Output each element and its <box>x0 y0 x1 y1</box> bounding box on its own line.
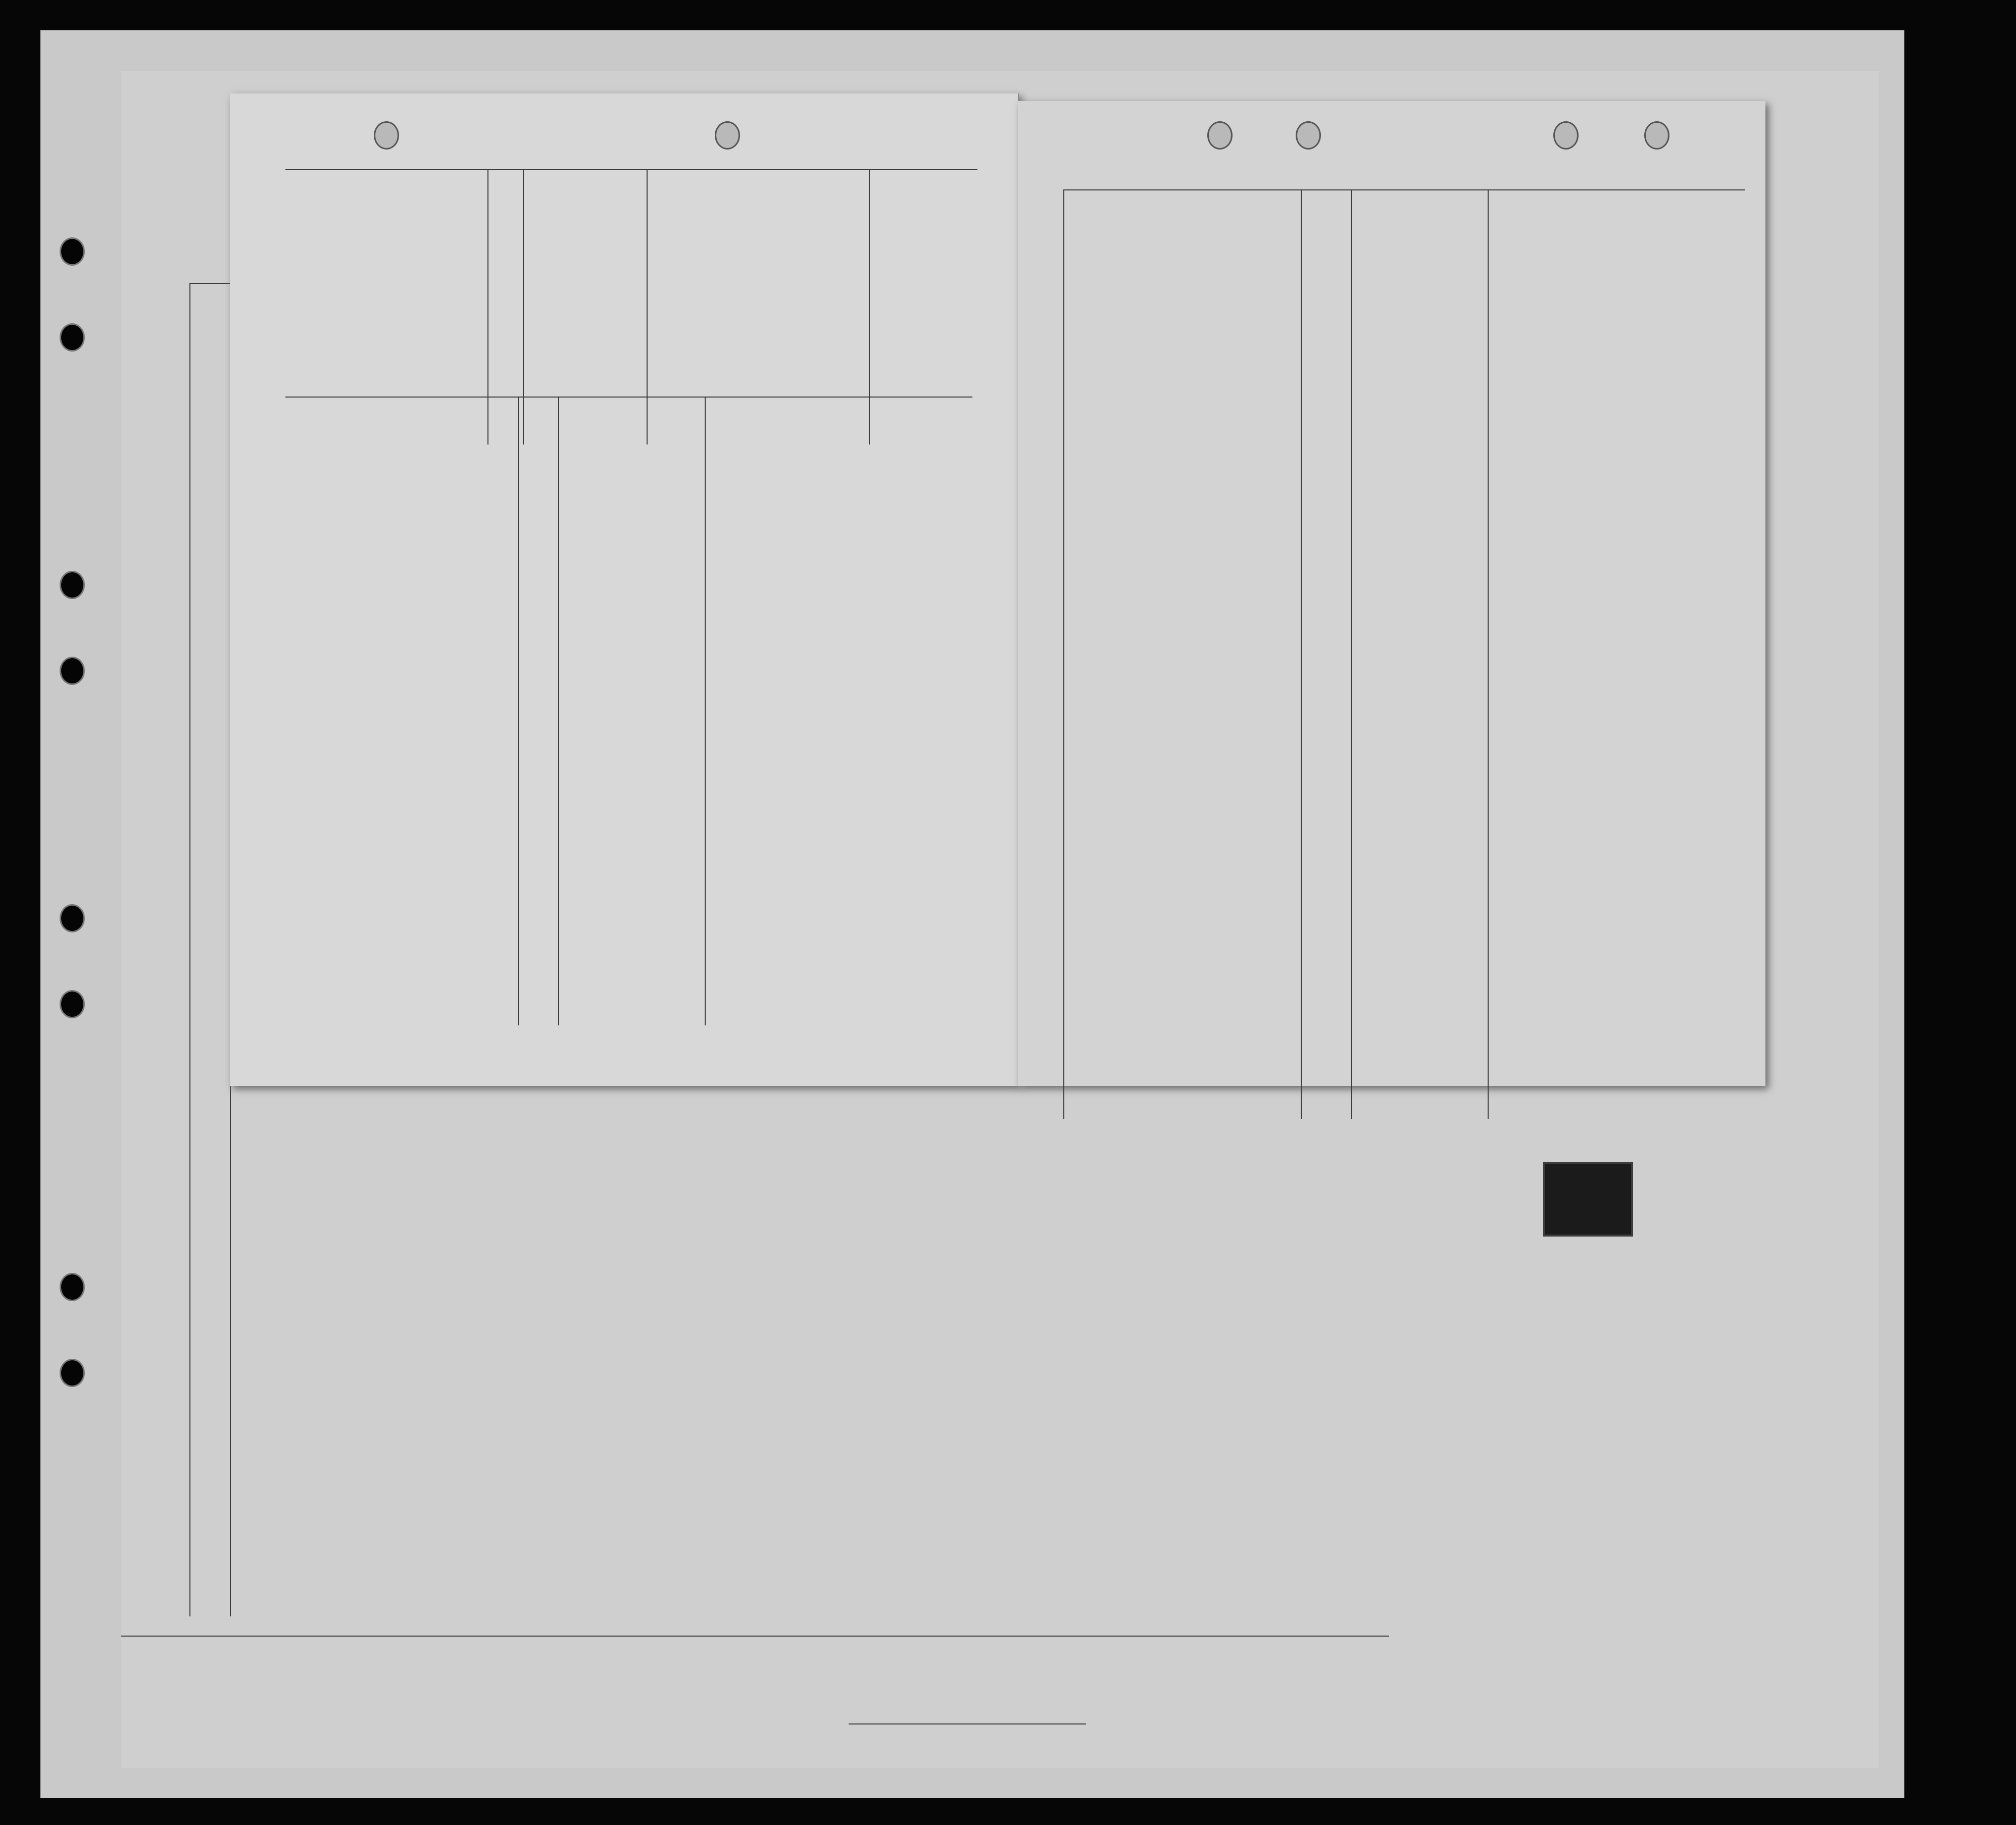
binder-hole <box>60 1359 85 1387</box>
table-rule <box>869 169 870 445</box>
table-rule <box>1063 189 1745 190</box>
binder-hole <box>60 657 85 685</box>
manifest-column-rule <box>189 283 190 1616</box>
table-rule <box>523 169 524 445</box>
table-rule <box>705 397 706 1025</box>
binder-hole <box>60 323 85 352</box>
footer-rule <box>121 1636 1389 1637</box>
manifest-header-rule <box>189 283 230 284</box>
binder-hole <box>1644 121 1669 150</box>
binder-hole <box>60 990 85 1018</box>
table-rule <box>285 397 972 398</box>
table-rule <box>285 169 977 170</box>
binder-hole <box>1296 121 1321 150</box>
binder-hole <box>715 121 740 150</box>
binder-hole <box>60 237 85 266</box>
table-rule <box>647 169 648 445</box>
table-rule <box>1301 189 1302 1119</box>
binder-hole <box>60 571 85 599</box>
binder-hole <box>374 121 399 150</box>
table-rule <box>518 397 519 1025</box>
fee-stamp <box>1543 1162 1633 1237</box>
table-rule <box>487 169 488 445</box>
table-rule <box>1488 189 1489 1119</box>
binder-hole <box>1553 121 1579 150</box>
overlay-page-left <box>230 93 1019 1086</box>
binder-hole <box>60 1273 85 1301</box>
binder-hole <box>1207 121 1233 150</box>
overlay-page-right <box>1018 101 1765 1086</box>
table-rule <box>1351 189 1352 1119</box>
binder-hole <box>60 904 85 932</box>
signature-rule <box>849 1723 1086 1724</box>
table-rule <box>558 397 559 1025</box>
table-rule <box>1063 189 1064 1119</box>
